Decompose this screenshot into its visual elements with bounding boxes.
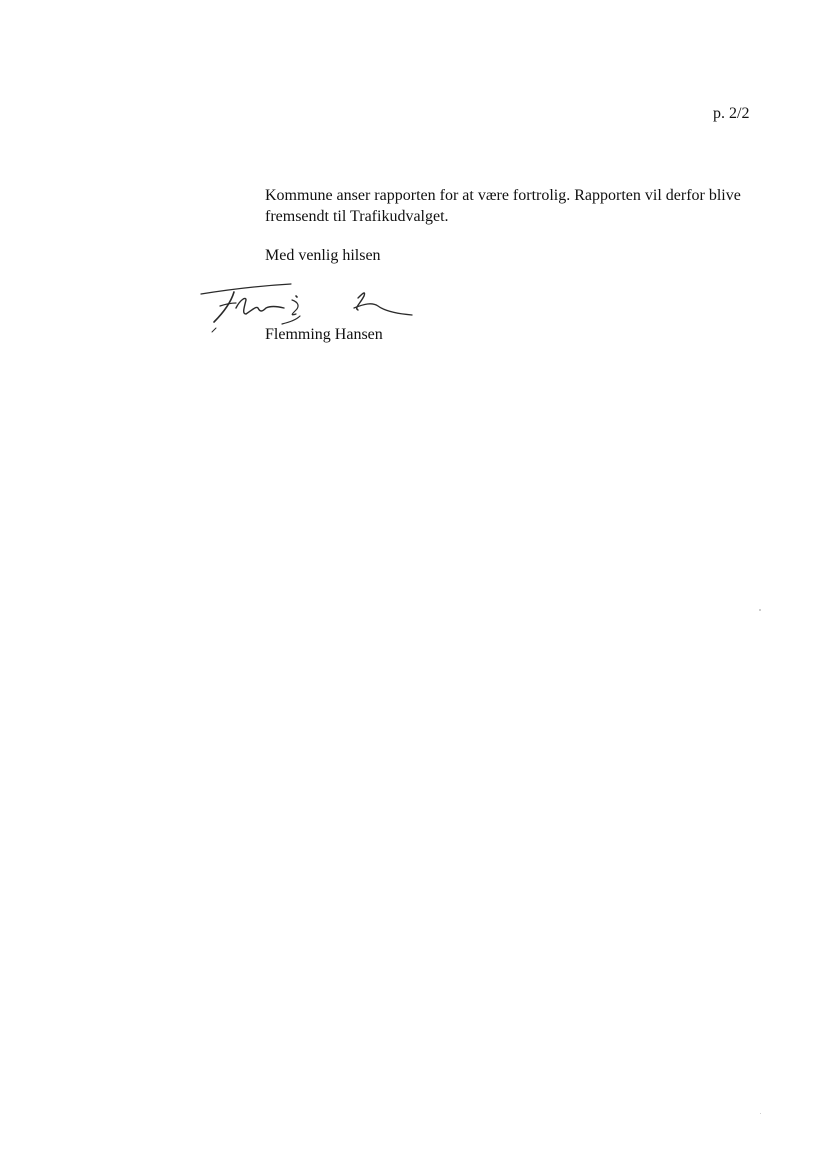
paragraph-line-2: fremsendt til Trafikudvalget. (265, 208, 449, 225)
body-paragraph (265, 185, 765, 227)
page-number: p. 2/2 (713, 105, 750, 122)
closing-salutation: Med venlig hilsen (265, 247, 381, 264)
scan-speck (759, 609, 761, 611)
scan-speck (760, 1113, 761, 1114)
paragraph-line-1: Kommune anser rapporten for at være fortrolig. Rapporten vil derfor blive (265, 187, 741, 204)
signer-name: Flemming Hansen (265, 326, 383, 343)
